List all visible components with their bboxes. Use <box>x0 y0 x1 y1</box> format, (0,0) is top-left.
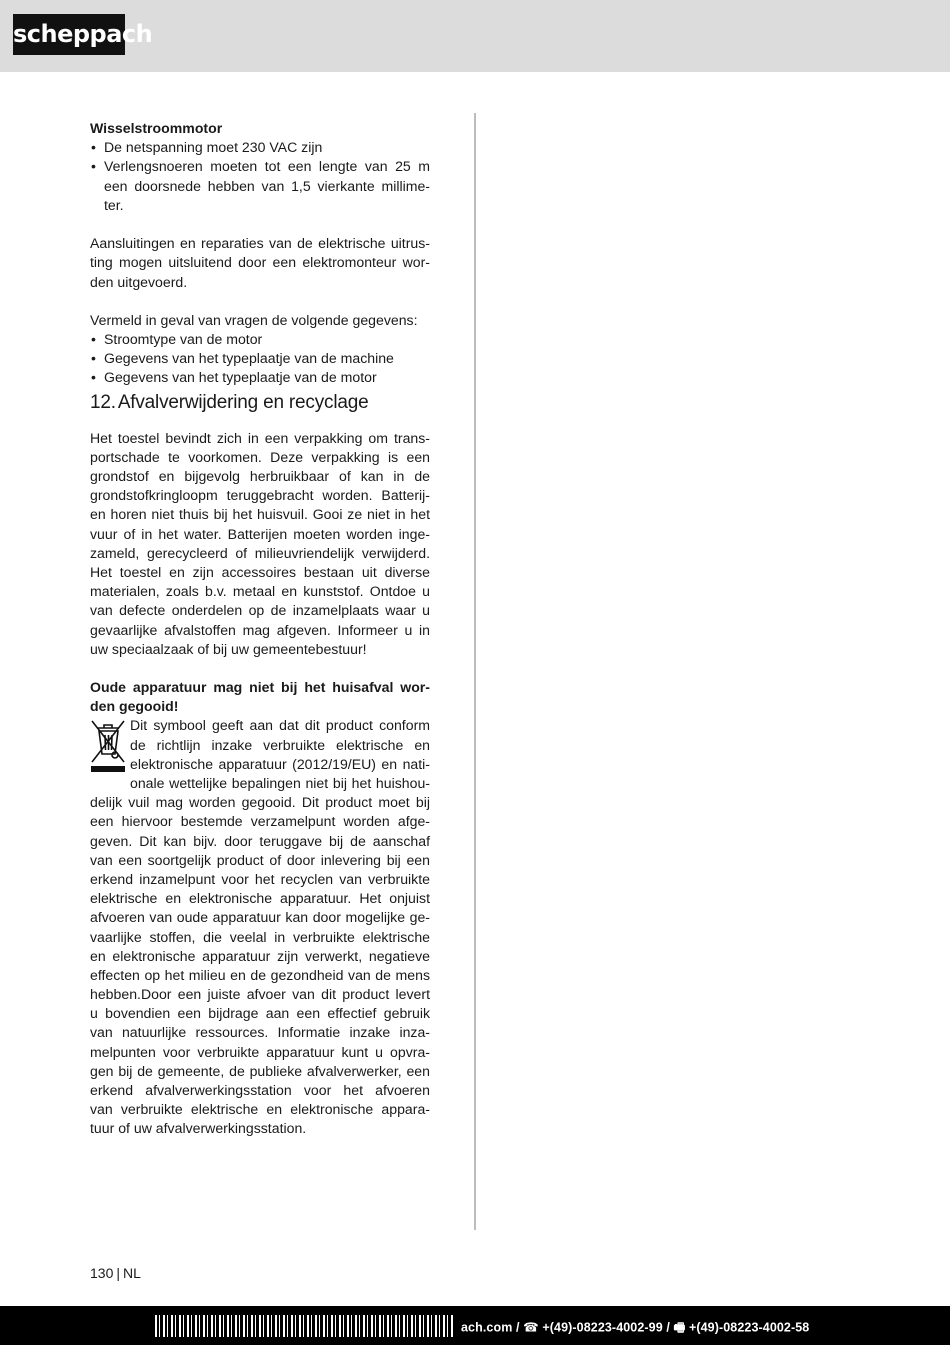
weee-line: van natuurlijke ressources. Informatie inzake inza- <box>90 1024 430 1041</box>
section-title-text: Afvalverwijdering en recyclage <box>117 391 369 413</box>
disposal-line: gevaarlijke afvalstoffen mag afgeven. Informeer u in <box>90 621 430 638</box>
disposal-line: Het toestel en zijn accessoires bestaan uit diverse <box>90 563 430 580</box>
weee-line: gen bij de gemeente, de publieke afvalverwerker, een <box>90 1062 430 1079</box>
motor-heading: Wisselstroommotor <box>90 120 223 136</box>
weee-line: erkend afvalverwerkingsstation voor het afvoeren <box>90 1082 430 1098</box>
weee-line: van verbruikte elektrische en elektronische appara- <box>90 1101 430 1118</box>
disposal-line: grondstof en bijgevolg herbruikbaar of kan in de <box>90 468 430 484</box>
weee-line: effecten op het milieu en de gezondheid van de mens <box>90 966 430 983</box>
motor-bullet-2-line-2: een doorsnede hebben van 1,5 vierkante millime- <box>104 177 430 194</box>
header-band <box>0 0 950 72</box>
weee-indented-line: de richtlijn inzake verbruikte elektrische en <box>130 736 430 753</box>
disposal-line: grondstofkringloopm teruggebracht worden. Batterij- <box>90 487 430 504</box>
footer-contact <box>155 1317 809 1339</box>
questions-bullet: • Gegevens van het typeplaatje van de machine <box>90 349 430 368</box>
crossed-out-wheelie-bin-icon <box>90 718 126 776</box>
motor-bullet-2-line-3: ter. <box>104 196 124 213</box>
weee-heading: Oude apparatuur mag niet bij het huisafval wor- <box>90 679 430 696</box>
weee-line: u bovendien een bijdrage aan een effectief gebruik <box>90 1005 430 1022</box>
weee-block <box>90 716 430 793</box>
weee-line: tuur of uw afvalverwerkingsstation. <box>90 1120 307 1137</box>
section-12-title <box>90 391 430 421</box>
page-footer-label <box>90 1265 141 1281</box>
page-separator: | <box>116 1265 120 1281</box>
footer-contact-text: ach.com / ☎ +(49)-08223-4002-99 / 🖷 +(49)-08223-4002-58 <box>461 1320 810 1335</box>
disposal-line: van defecte onderdelen op de inzamelplaats waar u <box>90 602 430 619</box>
weee-line: en elektronische apparatuur zijn verwerkt, negatieve <box>90 947 430 964</box>
questions-bullet: • Stroomtype van de motor <box>90 330 430 349</box>
weee-line: van een soortgelijk product of door inlevering bij een <box>90 851 430 868</box>
barcode-overlay <box>155 1315 455 1337</box>
weee-line: hebben.Door een juiste afvoer van dit product levert <box>90 986 430 1003</box>
weee-indented-line: Dit symbool geeft aan dat dit product conform <box>130 717 430 734</box>
column-divider <box>474 113 476 1230</box>
weee-heading: den gegooid! <box>90 698 179 715</box>
disposal-line: materialen, zoals b.v. metaal en kunststof. Ontdoe u <box>90 583 430 600</box>
page-number: 130 <box>90 1265 114 1281</box>
weee-line: afvoeren van oude apparatuur kan door mogelijke ge- <box>90 909 430 926</box>
weee-indented-line: onale wettelijke bepalingen niet bij het huishou- <box>130 775 430 791</box>
disposal-line: zameld, gerecycleerd of milieuvriendelijk verwijderd. <box>90 544 430 561</box>
repairs-line: ting mogen uitsluitend door een elektromonteur wor- <box>90 254 430 271</box>
repairs-line: den uitgevoerd. <box>90 273 188 290</box>
disposal-line: uw speciaalzaak of bij uw gemeentebestuur! <box>90 640 367 657</box>
section-number: 12. <box>90 391 116 413</box>
footer-band <box>0 1306 950 1345</box>
disposal-line: portschade te voorkomen. Deze verpakking is een <box>90 448 430 465</box>
disposal-line: en horen niet thuis bij het huisvuil. Gooi ze niet in het <box>90 506 430 523</box>
weee-line: geven. Dit kan bijv. door teruggave bij de aanschaf <box>90 832 430 849</box>
repairs-line: Aansluitingen en reparaties van de elektrische uitrus- <box>90 235 430 252</box>
motor-bullet-1: • De netspanning moet 230 VAC zijn <box>90 138 430 157</box>
disposal-line: Het toestel bevindt zich in een verpakking om trans- <box>90 429 430 446</box>
page-language: NL <box>123 1265 141 1281</box>
motor-bullet-2-line-1: • Verlengsnoeren moeten tot een lengte van 25 m <box>90 157 430 176</box>
weee-line: melpunten voor verbruikte apparatuur kunt u opvra- <box>90 1043 430 1060</box>
weee-line: erkend inzamelpunt voor het recyclen van verbruikte <box>90 870 430 887</box>
questions-bullet: • Gegevens van het typeplaatje van de motor <box>90 368 430 387</box>
weee-indented-line: elektronische apparatuur (2012/19/EU) en nati- <box>130 755 430 772</box>
scheppach-logo: scheppach <box>13 14 125 55</box>
questions-intro: Vermeld in geval van vragen de volgende gegevens: <box>90 311 418 328</box>
weee-line: een hiervoor bestemde verzamelpunt worden afge- <box>90 813 430 830</box>
disposal-line: vuur of in het water. Batterijen moeten worden inge- <box>90 525 430 542</box>
left-column <box>90 119 430 1139</box>
weee-line: delijk vuil mag worden gegooid. Dit product moet bij <box>90 794 430 811</box>
weee-line: vaarlijke stoffen, die veelal in verbruikte elektrische <box>90 928 430 945</box>
weee-line: elektrische en elektronische apparatuur. Het onjuist <box>90 890 430 907</box>
